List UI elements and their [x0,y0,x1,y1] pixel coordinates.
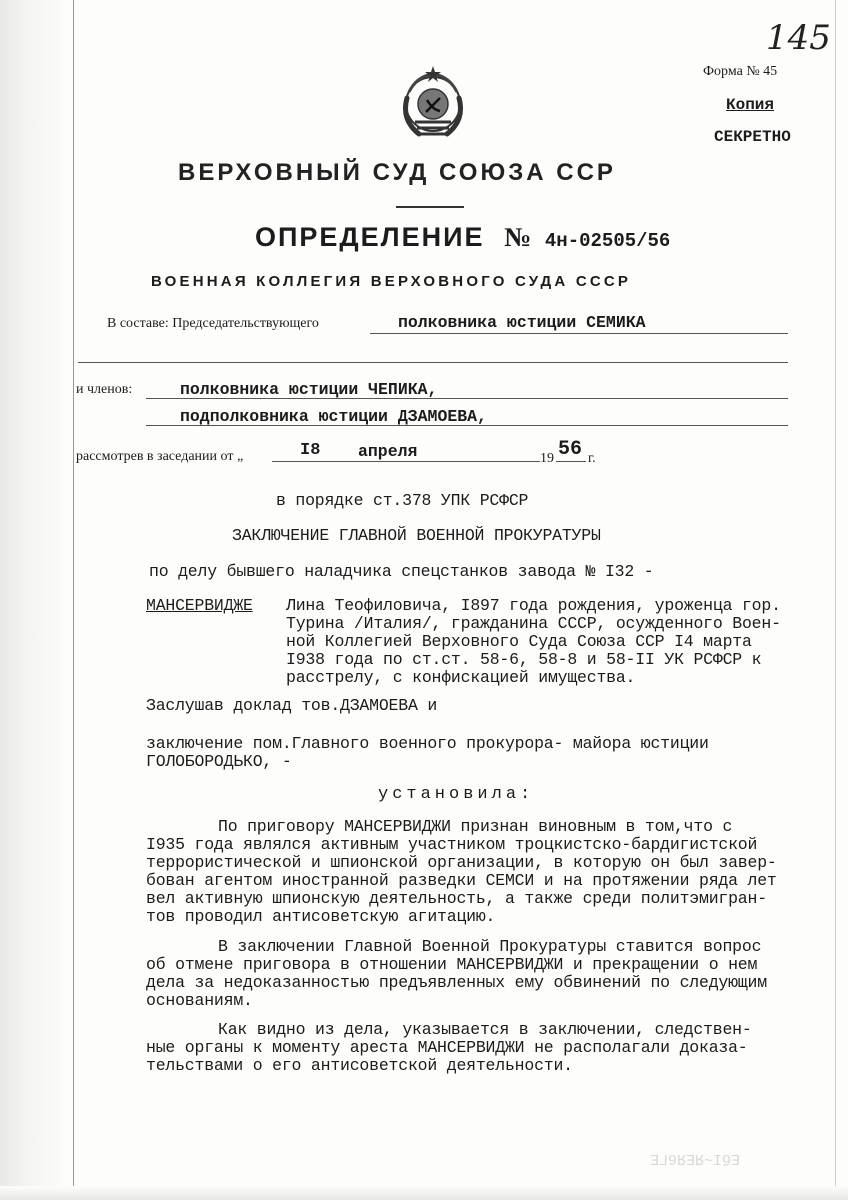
session-label: рассмотрев в заседании от „ [76,449,244,464]
prosecutor-line: ГОЛОБОРОДЬКО, - [146,752,292,771]
member-1: полковника юстиции ЧЕПИКА, [180,380,438,399]
paragraph-line: бован агентом иностранной разведки СЕМСИ и на протяжении ряда лет [146,871,777,890]
prosecutor-line: заключение пом.Главного военного прокурора- майора юстиции [146,734,709,753]
paragraph-3 [146,1021,752,1075]
defendant-line: Турина /Италия/, гражданина СССР, осужденного Воен- [286,614,781,633]
member-2: подполковника юстиции ДЗАМОЕВА, [180,407,487,426]
session-year-prefix: 19 [540,451,554,466]
paragraph-line: террористической и шпионской организации, в которую он был завер- [146,853,777,872]
defendant-line: расстрелу, с конфискацией имущества. [286,668,636,687]
member-2-line [146,425,788,426]
prosecutor-block [146,735,709,771]
member-1-line [146,398,788,399]
paragraph-line: тельствами о его антисоветской деятельности. [146,1056,573,1075]
document-heading [255,222,670,253]
paragraph-line: Как видно из дела, указывается в заключении, следствен- [218,1020,752,1039]
paragraph-line: ные органы к моменту ареста МАНСЕРВИДЖИ не располагали доказа- [146,1038,748,1057]
case-line: по делу бывшего наладчика спецстанков завода № I32 - [149,562,654,581]
paragraph-line: I935 года являлся активным участником троцкистско-бардигистской [146,835,758,854]
paragraph-line: По приговору МАНСЕРВИДЖИ признан виновным в том,что с [218,817,733,836]
session-day: I8 [300,441,321,460]
defendant-line: ной Коллегией Верховного Суда Союза ССР I4 марта [286,632,752,651]
copy-label: Копия [726,96,775,114]
document-type: ОПРЕДЕЛЕНИЕ [255,222,485,252]
session-year-end: г. [588,451,596,466]
paragraph-1 [146,818,777,926]
paragraph-line: основаниям. [146,991,253,1010]
document-number: 4н-02505/56 [544,230,671,252]
procedure-line: в порядке ст.378 УПК РСФСР [276,491,529,510]
paragraph-line: тов проводил антисоветскую агитацию. [146,907,496,926]
number-sign: № [504,222,532,252]
defendant-details [286,597,781,687]
defendant-line: I938 года по ст.ст. 58-6, 58-8 и 58-II УК РСФСР к [286,650,762,669]
binding-edge [0,0,70,1200]
page-number: 145 [766,18,831,58]
conclusion-heading: ЗАКЛЮЧЕНИЕ ГЛАВНОЙ ВОЕННОЙ ПРОКУРАТУРЫ [232,526,601,545]
bleed-through-mark: ЕбI~ЯЕЯ6ГЕ [650,1150,741,1167]
blank-line [78,362,788,363]
chair-line [370,333,788,334]
bottom-edge [0,1186,848,1200]
members-label: и членов: [76,382,133,397]
right-edge-line [835,0,836,1200]
title-divider [396,206,464,208]
court-title: ВЕРХОВНЫЙ СУД СОЮЗА ССР [178,159,616,186]
paragraph-line: В заключении Главной Военной Прокуратуры ставится вопрос [218,937,762,956]
session-year-line [556,461,586,462]
defendant-line: Лина Теофиловича, I897 года рождения, уроженца гор. [286,596,781,615]
paragraph-line: дела за недоказанностью предъявленных ему обвинений по следующим [146,973,767,992]
collegium-title: ВОЕННАЯ КОЛЛЕГИЯ ВЕРХОВНОГО СУДА СССР [151,273,632,290]
paragraph-line: вел активную шпионскую деятельность, а также среди политэмигран- [146,889,767,908]
heard-line: Заслушав доклад тов.ДЗАМОЕВА и [146,696,438,715]
state-emblem-icon [393,62,473,144]
session-date-line [272,461,540,462]
session-month: апреля [358,442,418,461]
binding-line [73,0,74,1200]
paragraph-2 [146,938,767,1010]
secret-label: СЕКРЕТНО [714,128,791,146]
form-label: Форма № 45 [703,64,778,79]
paragraph-line: об отмене приговора в отношении МАНСЕРВИДЖИ и прекращении о нем [146,955,758,974]
chair-name: полковника юстиции СЕМИКА [398,313,646,332]
session-year-suffix: 56 [558,438,583,461]
established-heading: установила: [378,785,535,804]
composition-label: В составе: Председательствующего [107,316,319,331]
defendant-name: МАНСЕРВИДЖЕ [146,596,253,615]
